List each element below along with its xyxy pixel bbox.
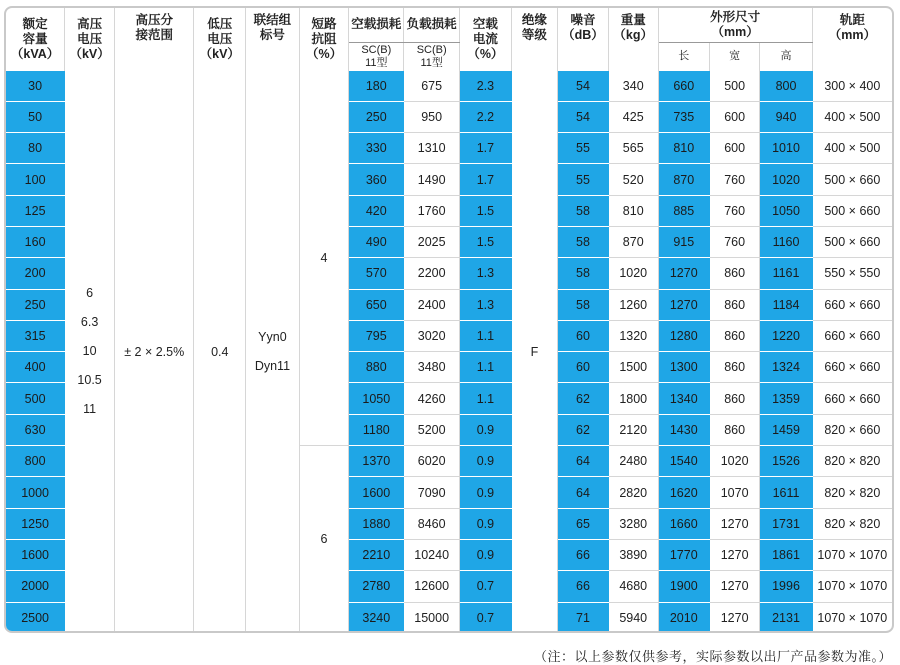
cell-load-loss: 2025 <box>404 226 460 257</box>
cell-weight: 1020 <box>608 258 658 289</box>
cell-weight: 1260 <box>608 289 658 320</box>
cell-width: 600 <box>709 133 759 164</box>
cell-weight: 520 <box>608 164 658 195</box>
cell-noload-current: 0.9 <box>460 539 512 570</box>
cell-track: 660 × 660 <box>812 289 892 320</box>
cell-weight: 3890 <box>608 539 658 570</box>
cell-capacity: 200 <box>6 258 65 289</box>
header-load-loss: 负载损耗 <box>404 8 460 42</box>
cell-height: 1184 <box>760 289 812 320</box>
header-insulation: 绝缘 等级 <box>511 8 557 71</box>
footnote: （注：以上参数仅供参考，实际参数以出厂产品参数为准。） <box>533 649 892 664</box>
cell-capacity: 250 <box>6 289 65 320</box>
cell-height: 1611 <box>760 477 812 508</box>
cell-capacity: 315 <box>6 320 65 351</box>
cell-hv-line: 6 <box>86 286 94 301</box>
cell-width: 860 <box>709 352 759 383</box>
cell-length: 1620 <box>658 477 709 508</box>
cell-width: 600 <box>709 101 759 132</box>
cell-noload-current: 0.7 <box>460 602 512 633</box>
cell-load-loss: 8460 <box>404 508 460 539</box>
cell-track: 500 × 660 <box>812 195 892 226</box>
cell-capacity: 100 <box>6 164 65 195</box>
cell-capacity: 630 <box>6 414 65 445</box>
cell-lv: 0.4 <box>194 71 246 634</box>
header-noload-loss-sub: SC(B) 11型 <box>349 42 404 71</box>
cell-track: 300 × 400 <box>812 71 892 102</box>
cell-height: 1220 <box>760 320 812 351</box>
cell-noload-loss: 180 <box>349 71 404 102</box>
cell-width: 1070 <box>709 477 759 508</box>
cell-load-loss: 2200 <box>404 258 460 289</box>
cell-length: 1430 <box>658 414 709 445</box>
cell-capacity: 500 <box>6 383 65 414</box>
cell-noload-current: 1.7 <box>460 133 512 164</box>
cell-load-loss: 1310 <box>404 133 460 164</box>
cell-weight: 3280 <box>608 508 658 539</box>
cell-width: 860 <box>709 383 759 414</box>
cell-noise: 60 <box>558 352 609 383</box>
cell-capacity: 30 <box>6 71 65 102</box>
cell-track: 1070 × 1070 <box>812 602 892 633</box>
cell-length: 1770 <box>658 539 709 570</box>
cell-noload-loss: 330 <box>349 133 404 164</box>
cell-load-loss: 1760 <box>404 195 460 226</box>
header-vector-group: 联结组 标号 <box>246 8 300 71</box>
cell-weight: 870 <box>608 226 658 257</box>
cell-noload-current: 1.5 <box>460 226 512 257</box>
cell-noload-loss: 2210 <box>349 539 404 570</box>
cell-load-loss: 3480 <box>404 352 460 383</box>
cell-width: 1270 <box>709 508 759 539</box>
cell-track: 660 × 660 <box>812 383 892 414</box>
table-row <box>6 71 892 102</box>
cell-load-loss: 1490 <box>404 164 460 195</box>
cell-noload-current: 1.3 <box>460 289 512 320</box>
spec-table-frame <box>4 6 894 633</box>
spec-table-body <box>6 71 892 634</box>
cell-capacity: 50 <box>6 101 65 132</box>
cell-noload-loss: 1180 <box>349 414 404 445</box>
cell-capacity: 160 <box>6 226 65 257</box>
cell-width: 500 <box>709 71 759 102</box>
cell-noload-current: 1.7 <box>460 164 512 195</box>
cell-weight: 2820 <box>608 477 658 508</box>
cell-width: 760 <box>709 164 759 195</box>
cell-noise: 54 <box>558 71 609 102</box>
cell-noload-current: 0.7 <box>460 571 512 602</box>
cell-load-loss: 5200 <box>404 414 460 445</box>
cell-track: 1070 × 1070 <box>812 571 892 602</box>
cell-height: 1050 <box>760 195 812 226</box>
cell-noise: 66 <box>558 571 609 602</box>
cell-height: 940 <box>760 101 812 132</box>
cell-noise: 58 <box>558 226 609 257</box>
cell-track: 820 × 820 <box>812 446 892 477</box>
cell-length: 870 <box>658 164 709 195</box>
header-tap-range: 高压分 接范围 <box>114 8 193 71</box>
header-dim-length: 长 <box>658 42 709 71</box>
cell-load-loss: 4260 <box>404 383 460 414</box>
cell-width: 860 <box>709 258 759 289</box>
cell-weight: 425 <box>608 101 658 132</box>
cell-track: 820 × 820 <box>812 477 892 508</box>
cell-width: 1270 <box>709 602 759 633</box>
cell-noload-current: 0.9 <box>460 446 512 477</box>
cell-hv-line: 11 <box>83 402 97 417</box>
header-noise: 噪音 （dB） <box>558 8 609 71</box>
cell-track: 820 × 820 <box>812 508 892 539</box>
header-impedance: 短路 抗阻 （%） <box>299 8 349 71</box>
cell-capacity: 1250 <box>6 508 65 539</box>
cell-weight: 1320 <box>608 320 658 351</box>
cell-load-loss: 15000 <box>404 602 460 633</box>
cell-hv <box>65 71 115 634</box>
cell-length: 1660 <box>658 508 709 539</box>
cell-width: 1020 <box>709 446 759 477</box>
cell-noise: 65 <box>558 508 609 539</box>
cell-weight: 5940 <box>608 602 658 633</box>
cell-noise: 60 <box>558 320 609 351</box>
cell-width: 1270 <box>709 539 759 570</box>
cell-load-loss: 6020 <box>404 446 460 477</box>
cell-length: 1340 <box>658 383 709 414</box>
header-hv: 高压 电压 （kV） <box>65 8 115 71</box>
header-capacity: 额定 容量 （kVA） <box>6 8 65 71</box>
cell-tap-range: ± 2 × 2.5% <box>114 71 193 634</box>
cell-length: 735 <box>658 101 709 132</box>
cell-track: 660 × 660 <box>812 352 892 383</box>
cell-track: 500 × 660 <box>812 226 892 257</box>
cell-track: 400 × 500 <box>812 101 892 132</box>
cell-capacity: 800 <box>6 446 65 477</box>
cell-track: 1070 × 1070 <box>812 539 892 570</box>
cell-noise: 58 <box>558 289 609 320</box>
cell-noload-current: 1.5 <box>460 195 512 226</box>
cell-height: 1731 <box>760 508 812 539</box>
cell-load-loss: 3020 <box>404 320 460 351</box>
cell-width: 860 <box>709 320 759 351</box>
cell-length: 2010 <box>658 602 709 633</box>
cell-track: 550 × 550 <box>812 258 892 289</box>
cell-height: 1010 <box>760 133 812 164</box>
cell-noise: 62 <box>558 414 609 445</box>
cell-noload-loss: 420 <box>349 195 404 226</box>
cell-height: 1861 <box>760 539 812 570</box>
cell-noload-current: 1.1 <box>460 383 512 414</box>
cell-load-loss: 950 <box>404 101 460 132</box>
header-dim-width: 宽 <box>709 42 759 71</box>
cell-noload-loss: 2780 <box>349 571 404 602</box>
transformer-spec-table <box>6 8 892 633</box>
cell-height: 1359 <box>760 383 812 414</box>
cell-length: 660 <box>658 71 709 102</box>
header-noload-current: 空载 电流 （%） <box>460 8 512 71</box>
cell-noload-current: 1.1 <box>460 320 512 351</box>
cell-capacity: 125 <box>6 195 65 226</box>
cell-noload-loss: 880 <box>349 352 404 383</box>
cell-weight: 2120 <box>608 414 658 445</box>
header-noload-loss: 空载损耗 <box>349 8 404 42</box>
cell-capacity: 2000 <box>6 571 65 602</box>
cell-noload-loss: 1880 <box>349 508 404 539</box>
cell-capacity: 2500 <box>6 602 65 633</box>
cell-hv-line: 10.5 <box>77 373 102 388</box>
cell-hv-line: 6.3 <box>80 315 99 330</box>
cell-hv-line: 10 <box>82 344 97 359</box>
cell-noload-loss: 360 <box>349 164 404 195</box>
cell-noload-loss: 1370 <box>349 446 404 477</box>
cell-noise: 62 <box>558 383 609 414</box>
cell-noload-loss: 795 <box>349 320 404 351</box>
cell-noload-loss: 490 <box>349 226 404 257</box>
cell-noload-current: 1.1 <box>460 352 512 383</box>
header-dim-height: 高 <box>760 42 812 71</box>
cell-length: 915 <box>658 226 709 257</box>
cell-width: 860 <box>709 414 759 445</box>
cell-height: 2131 <box>760 602 812 633</box>
cell-height: 1020 <box>760 164 812 195</box>
cell-noload-loss: 650 <box>349 289 404 320</box>
cell-noload-loss: 1600 <box>349 477 404 508</box>
cell-noise: 55 <box>558 133 609 164</box>
cell-noload-loss: 570 <box>349 258 404 289</box>
cell-noise: 64 <box>558 477 609 508</box>
cell-noise: 55 <box>558 164 609 195</box>
cell-length: 1270 <box>658 289 709 320</box>
cell-load-loss: 7090 <box>404 477 460 508</box>
cell-noload-current: 1.3 <box>460 258 512 289</box>
header-track: 轨距 （mm） <box>828 13 876 42</box>
cell-height: 800 <box>760 71 812 102</box>
cell-load-loss: 12600 <box>404 571 460 602</box>
cell-weight: 1500 <box>608 352 658 383</box>
cell-length: 1540 <box>658 446 709 477</box>
cell-weight: 565 <box>608 133 658 164</box>
cell-weight: 340 <box>608 71 658 102</box>
cell-height: 1161 <box>760 258 812 289</box>
cell-noise: 71 <box>558 602 609 633</box>
header-lv: 低压 电压 （kV） <box>194 8 246 71</box>
cell-weight: 810 <box>608 195 658 226</box>
cell-length: 1280 <box>658 320 709 351</box>
cell-noload-loss: 1050 <box>349 383 404 414</box>
cell-length: 810 <box>658 133 709 164</box>
cell-noise: 54 <box>558 101 609 132</box>
cell-capacity: 80 <box>6 133 65 164</box>
cell-impedance: 4 <box>299 71 349 446</box>
cell-width: 760 <box>709 226 759 257</box>
cell-length: 885 <box>658 195 709 226</box>
cell-capacity: 400 <box>6 352 65 383</box>
cell-capacity: 1600 <box>6 539 65 570</box>
cell-vector-group <box>246 71 300 634</box>
cell-noise: 58 <box>558 195 609 226</box>
cell-height: 1526 <box>760 446 812 477</box>
cell-track: 500 × 660 <box>812 164 892 195</box>
cell-weight: 2480 <box>608 446 658 477</box>
cell-noload-current: 0.9 <box>460 477 512 508</box>
cell-load-loss: 675 <box>404 71 460 102</box>
cell-track: 400 × 500 <box>812 133 892 164</box>
cell-noload-current: 0.9 <box>460 414 512 445</box>
cell-height: 1459 <box>760 414 812 445</box>
cell-track: 660 × 660 <box>812 320 892 351</box>
cell-noload-current: 0.9 <box>460 508 512 539</box>
cell-noise: 66 <box>558 539 609 570</box>
header-weight: 重量 （kg） <box>608 8 658 71</box>
cell-weight: 1800 <box>608 383 658 414</box>
cell-load-loss: 10240 <box>404 539 460 570</box>
cell-weight: 4680 <box>608 571 658 602</box>
cell-noise: 58 <box>558 258 609 289</box>
cell-load-loss: 2400 <box>404 289 460 320</box>
header-load-loss-sub: SC(B) 11型 <box>404 42 460 71</box>
cell-noload-loss: 250 <box>349 101 404 132</box>
cell-length: 1270 <box>658 258 709 289</box>
cell-track: 820 × 660 <box>812 414 892 445</box>
cell-height: 1160 <box>760 226 812 257</box>
header-dimensions: 外形尺寸 （mm） <box>658 8 812 42</box>
cell-length: 1300 <box>658 352 709 383</box>
cell-height: 1324 <box>760 352 812 383</box>
cell-noload-loss: 3240 <box>349 602 404 633</box>
cell-impedance: 6 <box>299 446 349 633</box>
cell-noload-current: 2.2 <box>460 101 512 132</box>
cell-capacity: 1000 <box>6 477 65 508</box>
cell-vector-group-line: Yyn0 <box>258 329 287 344</box>
cell-noise: 64 <box>558 446 609 477</box>
cell-width: 1270 <box>709 571 759 602</box>
cell-width: 860 <box>709 289 759 320</box>
cell-insulation: F <box>511 71 557 634</box>
cell-length: 1900 <box>658 571 709 602</box>
cell-width: 760 <box>709 195 759 226</box>
cell-height: 1996 <box>760 571 812 602</box>
cell-vector-group-line: Dyn11 <box>254 358 291 373</box>
cell-noload-current: 2.3 <box>460 71 512 102</box>
